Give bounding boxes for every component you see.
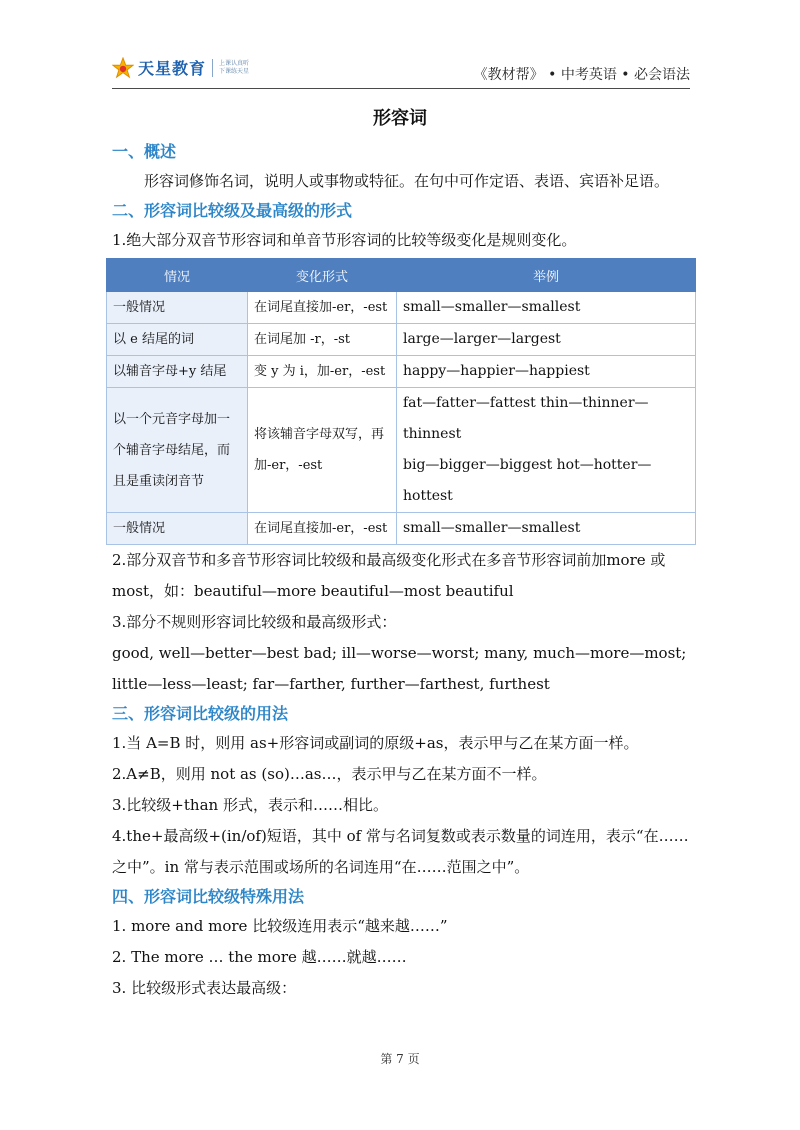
logo-divider: [212, 59, 213, 77]
paragraph: 1. more and more 比较级连用表示“越来越……”: [112, 917, 448, 935]
example-line: fat—fatter—fattest thin—thinner—thinnest: [403, 395, 649, 442]
table-row: [107, 388, 696, 513]
page-title: 形容词: [373, 108, 427, 129]
page-header: [112, 52, 690, 92]
logo: [112, 56, 249, 79]
table-cell: 在词尾直接加-er，-est: [248, 292, 397, 324]
table-cell: 在词尾直接加-er，-est: [248, 513, 397, 545]
table-cell: 一般情况: [107, 513, 248, 545]
paragraph: 形容词修饰名词，说明人或事物或特征。在句中可作定语、表语、宾语补足语。: [144, 172, 670, 190]
table-cell: happy—happier—happiest: [397, 356, 696, 388]
paragraph: 1.当 A=B 时，则用 as+形容词或副词的原级+as，表示甲与乙在某方面一样。: [112, 734, 639, 752]
paragraph: 3.比较级+than 形式，表示和……相比。: [112, 796, 388, 814]
page-number: 第 7 页: [380, 1052, 420, 1066]
table-cell: 以辅音字母+y 结尾: [107, 356, 248, 388]
paragraph: 2.A≠B，则用 not as (so)…as…，表示甲与乙在某方面不一样。: [112, 765, 547, 783]
table-cell: 在词尾加 -r，-st: [248, 324, 397, 356]
table-cell: 变 y 为 i，加-er，-est: [248, 356, 397, 388]
table-row: [107, 292, 696, 324]
table-row: [107, 324, 696, 356]
paragraph: 3.部分不规则形容词比较级和最高级形式：: [112, 613, 397, 631]
table-cell: small—smaller—smallest: [397, 292, 696, 324]
table-cell: 将该辅音字母双写，再加-er，-est: [248, 388, 397, 513]
table-row: [107, 513, 696, 545]
book-source: 《教材帮》 • 中考英语 • 必会语法: [473, 67, 690, 83]
table-cell: small—smaller—smallest: [397, 513, 696, 545]
table-header-row: [107, 259, 696, 292]
paragraph: good, well—better—best bad; ill—worse—worst; many, much—more—most; little—less—least; far—farther, further—farthest, furthest: [112, 644, 687, 693]
header-divider: [112, 88, 690, 89]
section-heading-3: 三、形容词比较级的用法: [112, 704, 289, 723]
comparison-table: [106, 258, 696, 545]
logo-slogan: [219, 60, 249, 76]
table-cell: 一般情况: [107, 292, 248, 324]
table-header-cell: 变化形式: [248, 259, 397, 292]
table-cell: 以一个元音字母加一个辅音字母结尾，而且是重读闭音节: [107, 388, 248, 513]
table-cell: 以 e 结尾的词: [107, 324, 248, 356]
example-line: big—bigger—biggest hot—hotter—hottest: [403, 457, 652, 504]
paragraph: 2.部分双音节和多音节形容词比较级和最高级变化形式在多音节形容词前加more 或 most，如：beautiful—more beautiful—most beautiful: [112, 551, 666, 600]
paragraph: 2. The more … the more 越……就越……: [112, 948, 407, 966]
logo-slogan-line-2: 下课练天星: [219, 67, 250, 75]
document-body: [112, 140, 692, 1004]
logo-name: 天星教育: [138, 59, 207, 78]
table-header-cell: 举例: [397, 259, 696, 292]
table-row: [107, 356, 696, 388]
paragraph: 4.the+最高级+(in/of)短语，其中 of 常与名词复数或表示数量的词连用，表示“在……之中”。in 常与表示范围或场所的名词连用“在……范围之中”。: [112, 827, 689, 876]
section-heading-1: 一、概述: [112, 142, 177, 161]
table-header-cell: 情况: [107, 259, 248, 292]
paragraph: 3. 比较级形式表达最高级：: [112, 979, 297, 997]
table-cell: [397, 388, 696, 513]
table-cell: large—larger—largest: [397, 324, 696, 356]
star-logo-icon: [112, 57, 134, 79]
logo-slogan-line-1: 上课认真听: [219, 59, 250, 67]
section-heading-2: 二、形容词比较级及最高级的形式: [112, 201, 353, 220]
paragraph: 1.绝大部分双音节形容词和单音节形容词的比较等级变化是规则变化。: [112, 231, 577, 249]
section-heading-4: 四、形容词比较级特殊用法: [112, 887, 305, 906]
